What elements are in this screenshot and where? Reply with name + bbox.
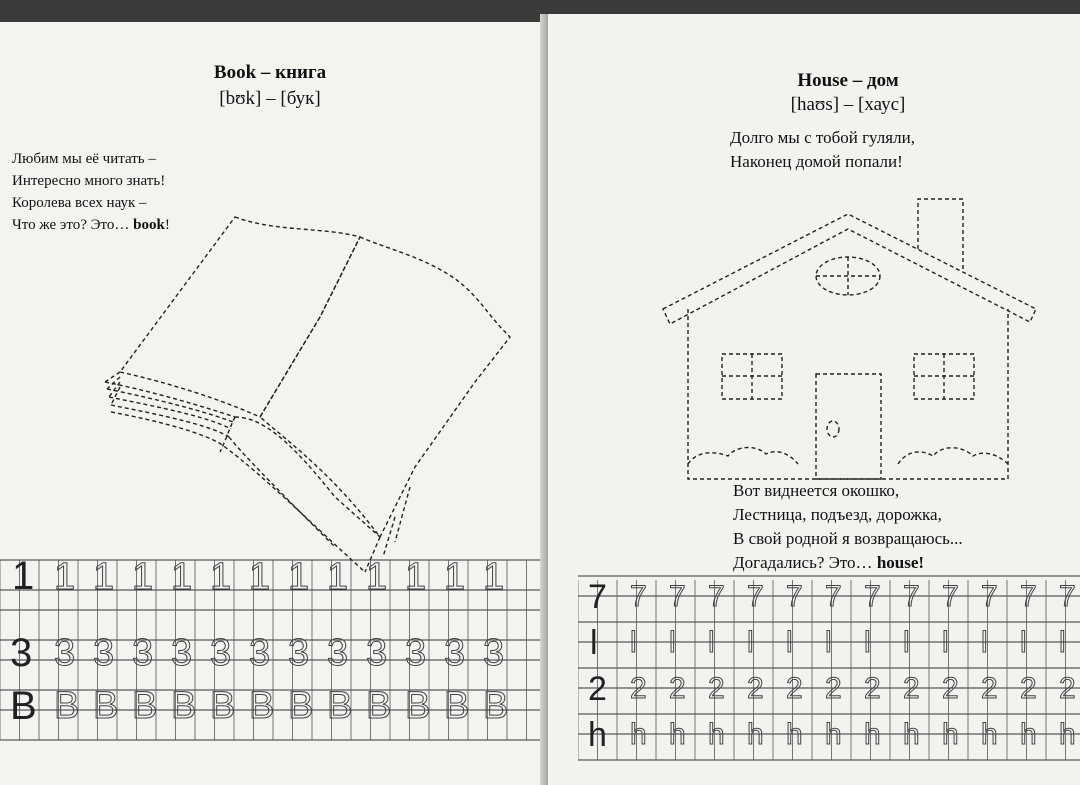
right-page-intro-poem xyxy=(730,126,915,174)
copybook-trace-letter: 2 xyxy=(786,672,803,705)
copybook-trace-letter: 1 xyxy=(93,556,115,598)
copybook-trace-letter: 7 xyxy=(903,580,920,613)
copybook-trace-letter: 1 xyxy=(483,556,505,598)
copybook-trace-letter: 1 xyxy=(210,556,232,598)
copybook-trace-letter: l xyxy=(942,626,949,659)
copybook-trace-letter: 7 xyxy=(1020,580,1037,613)
copybook-trace-letter: 3 xyxy=(171,632,193,674)
copybook-trace-letter: 2 xyxy=(864,672,881,705)
copybook-trace-letter: B xyxy=(405,685,431,727)
copybook-trace-letter: 2 xyxy=(1020,672,1037,705)
copybook-trace-letter: B xyxy=(54,685,80,727)
copybook-guide-letter: 1 xyxy=(12,554,35,598)
copybook-trace-letter: h xyxy=(903,718,920,751)
copybook-trace-letter: 1 xyxy=(171,556,193,598)
copybook-trace-letter: h xyxy=(825,718,842,751)
copybook-trace-letter: 1 xyxy=(444,556,466,598)
copybook-trace-letter: 7 xyxy=(942,580,959,613)
copybook-trace-letter: 1 xyxy=(288,556,310,598)
copybook-trace-letter: 2 xyxy=(903,672,920,705)
copybook-trace-letter: B xyxy=(444,685,470,727)
poem-line: Королева всех наук – xyxy=(12,195,147,211)
poem-line: Лестница, подъезд, дорожка, xyxy=(733,505,942,524)
copybook-trace-letter: B xyxy=(249,685,275,727)
left-page-title: Book – книга xyxy=(213,62,327,83)
poem-last-prefix: Что же это? Это… xyxy=(12,217,134,233)
copybook-trace-letter: B xyxy=(93,685,119,727)
poem-line: Интересно много знать! xyxy=(12,173,166,189)
poem-answer-word: book xyxy=(133,217,165,233)
copybook-trace-letter: 2 xyxy=(981,672,998,705)
copybook-trace-letter: B xyxy=(171,685,197,727)
copybook-trace-letter: 7 xyxy=(747,580,764,613)
copybook-trace-letter: 1 xyxy=(405,556,427,598)
copybook-trace-letter: 2 xyxy=(942,672,959,705)
copybook-trace-letter: l xyxy=(981,626,988,659)
copybook-trace-letter: 1 xyxy=(366,556,388,598)
copybook-trace-letter: l xyxy=(825,626,832,659)
poem-answer-word: house! xyxy=(876,553,925,572)
copybook-trace-letter: 7 xyxy=(630,580,647,613)
copybook-trace-letter: 7 xyxy=(981,580,998,613)
copybook-trace-letter: l xyxy=(669,626,676,659)
left-page xyxy=(0,22,548,785)
copybook-trace-letter: h xyxy=(981,718,998,751)
copybook-trace-letter: 2 xyxy=(708,672,725,705)
copybook-trace-letter: 7 xyxy=(669,580,686,613)
copybook-trace-letter: 2 xyxy=(1059,672,1076,705)
copybook-trace-letter: 1 xyxy=(327,556,349,598)
copybook-trace-letter: 7 xyxy=(825,580,842,613)
right-page-transcription: [haʊs] – [хаус] xyxy=(790,94,906,115)
poem-last-suffix: ! xyxy=(164,217,170,233)
copybook-guide-letter: 7 xyxy=(588,578,607,616)
copybook-trace-letter: l xyxy=(1020,626,1027,659)
copybook-trace-letter: 3 xyxy=(366,632,388,674)
copybook-trace-letter: 2 xyxy=(747,672,764,705)
left-page-transcription: [bʊk] – [бук] xyxy=(219,88,321,109)
copybook-trace-letter: 3 xyxy=(249,632,271,674)
copybook-trace-letter: 3 xyxy=(54,632,76,674)
copybook-trace-letter: 1 xyxy=(132,556,154,598)
copybook-trace-letter: l xyxy=(786,626,793,659)
poem-line: В свой родной я возвращаюсь... xyxy=(733,529,963,548)
right-page-title: House – дом xyxy=(797,70,899,91)
copybook-trace-letter: 2 xyxy=(669,672,686,705)
copybook-trace-letter: 2 xyxy=(630,672,647,705)
copybook-trace-letter: l xyxy=(1059,626,1066,659)
copybook-trace-letter: 7 xyxy=(786,580,803,613)
book-tracing-drawing xyxy=(95,207,525,577)
copybook-trace-letter: 3 xyxy=(327,632,349,674)
right-page-poem xyxy=(733,479,963,575)
copybook-trace-letter: 3 xyxy=(132,632,154,674)
copybook-trace-letter: B xyxy=(132,685,158,727)
poem-line: Любим мы её читать – xyxy=(12,151,156,167)
copybook-trace-letter: h xyxy=(786,718,803,751)
copybook-trace-letter: B xyxy=(366,685,392,727)
house-tracing-drawing xyxy=(658,194,1038,484)
poem-line: Долго мы с тобой гуляли, xyxy=(730,128,915,147)
copybook-trace-letter: l xyxy=(708,626,715,659)
copybook-guide-letter: h xyxy=(588,716,607,754)
copybook-trace-letter: 7 xyxy=(864,580,881,613)
copybook-trace-letter: 2 xyxy=(825,672,842,705)
copybook-trace-letter: 1 xyxy=(249,556,271,598)
poem-line: Наконец домой попали! xyxy=(730,152,903,171)
copybook-trace-letter: l xyxy=(864,626,871,659)
copybook-trace-letter: B xyxy=(327,685,353,727)
copybook-trace-letter: 3 xyxy=(288,632,310,674)
right-page xyxy=(548,14,1080,785)
copybook-trace-letter: 7 xyxy=(708,580,725,613)
copybook-trace-letter: h xyxy=(1020,718,1037,751)
copybook-trace-letter: 3 xyxy=(210,632,232,674)
copybook-guide-letter: 3 xyxy=(10,631,33,675)
copybook-trace-letter: l xyxy=(903,626,910,659)
copybook-trace-letter: h xyxy=(942,718,959,751)
copybook-trace-letter: h xyxy=(708,718,725,751)
copybook-trace-letter: 7 xyxy=(1059,580,1076,613)
copybook-trace-letter: h xyxy=(747,718,764,751)
copybook-trace-letter: 3 xyxy=(93,632,115,674)
copybook-trace-letter: h xyxy=(630,718,647,751)
copybook-trace-letter: h xyxy=(1059,718,1076,751)
copybook-guide-letter: B xyxy=(10,684,37,728)
copybook-guide-letter: l xyxy=(590,624,598,662)
copybook-trace-letter: 3 xyxy=(483,632,505,674)
poem-line: Вот виднеется окошко, xyxy=(733,481,900,500)
copybook-trace-letter: B xyxy=(288,685,314,727)
copybook-trace-letter: 3 xyxy=(444,632,466,674)
copybook-trace-letter: l xyxy=(747,626,754,659)
copybook-trace-letter: l xyxy=(630,626,637,659)
copybook-trace-letter: B xyxy=(210,685,236,727)
copybook-trace-letter: B xyxy=(483,685,509,727)
copybook-trace-letter: h xyxy=(669,718,686,751)
copybook-guide-letter: 2 xyxy=(588,670,607,708)
copybook-trace-letter: h xyxy=(864,718,881,751)
copybook-trace-letter: 3 xyxy=(405,632,427,674)
poem-last-prefix: Догадались? Это… xyxy=(733,553,877,572)
copybook-trace-letter: 1 xyxy=(54,556,76,598)
